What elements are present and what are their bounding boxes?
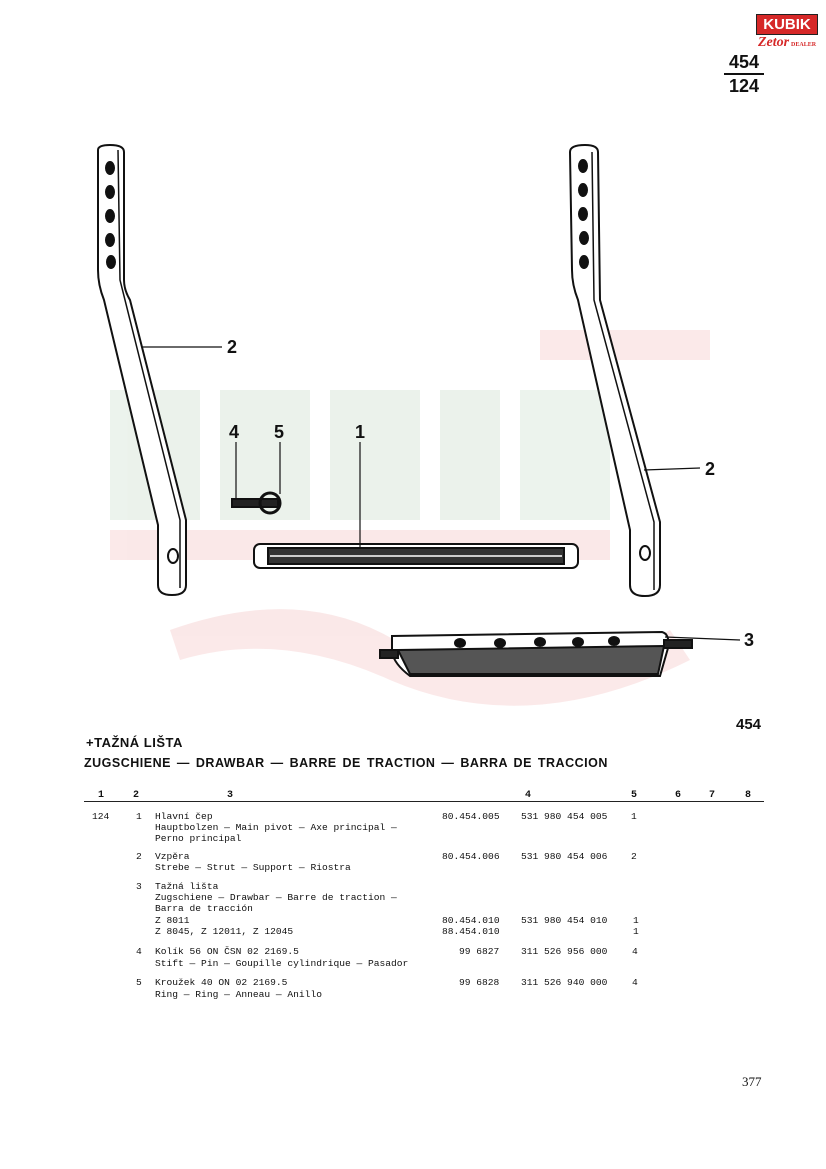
col-header-1: 1: [98, 790, 105, 801]
row4-pos: 4: [136, 946, 142, 957]
row4-part: 99 6827: [459, 946, 500, 957]
row3-desc-2: Zugschiene — Drawbar — Barre de traction —: [155, 892, 397, 903]
row2-code: 531 980 454 006: [521, 851, 608, 862]
row5-desc-2: Ring — Ring — Anneau — Anillo: [155, 989, 322, 1000]
title-multilingual: ZUGSCHIENE — DRAWBAR — BARRE DE TRACTION — BARRA DE TRACCION: [84, 756, 608, 770]
row5-desc-1: Kroužek 40 ON 02 2169.5: [155, 977, 288, 988]
row4-desc-1: Kolík 56 ON ČSN 02 2169.5: [155, 946, 299, 957]
row4-qty: 4: [632, 946, 638, 957]
header-rule: [84, 801, 764, 802]
row1-desc-1: Hlavní čep: [155, 811, 213, 822]
row3-part-2: 88.454.010: [442, 926, 500, 937]
row4-desc-2: Stift — Pin — Goupille cylindrique — Pasador: [155, 958, 409, 969]
row3-desc-5: Z 8045, Z 12011, Z 12045: [155, 926, 294, 937]
section-number: 454: [736, 716, 762, 733]
row1-col1: 124: [92, 811, 110, 822]
callout-4: 4: [229, 422, 240, 442]
row5-pos: 5: [136, 977, 142, 988]
row5-qty: 4: [632, 977, 638, 988]
page-number: 377: [742, 1074, 762, 1089]
row2-qty: 2: [631, 851, 637, 862]
row3-qty-1: 1: [633, 915, 639, 926]
row2-desc-2: Strebe — Strut — Support — Riostra: [155, 862, 351, 873]
drawbar: [380, 632, 692, 676]
row2-part: 80.454.006: [442, 851, 500, 862]
left-strut: [98, 145, 186, 595]
col-header-7: 7: [709, 790, 716, 801]
row3-desc-1: Tažná lišta: [155, 881, 219, 892]
right-strut: [570, 145, 660, 596]
row3-code: 531 980 454 010: [521, 915, 608, 926]
row3-desc-4: Z 8011: [155, 915, 190, 926]
row1-qty: 1: [631, 811, 637, 822]
logo-zetor-text: Zetor DEALER: [757, 35, 817, 50]
main-pivot: [254, 544, 578, 568]
col-header-3: 3: [227, 790, 234, 801]
callout-3: 3: [744, 630, 755, 650]
callout-1: 1: [355, 422, 366, 442]
pin-and-ring: [232, 493, 280, 513]
col-header-8: 8: [745, 790, 752, 801]
col-header-4: 4: [525, 790, 532, 801]
row3-desc-3: Barra de tracción: [155, 903, 253, 914]
row4-code: 311 526 956 000: [521, 946, 608, 957]
title-czech: +TAŽNÁ LIŠTA: [86, 735, 183, 750]
row1-code: 531 980 454 005: [521, 811, 608, 822]
callout-2-left: 2: [227, 337, 238, 357]
row3-part-1: 80.454.010: [442, 915, 500, 926]
row1-desc-3: Perno principal: [155, 833, 242, 844]
row1-desc-2: Hauptbolzen — Main pivot — Axe principal —: [155, 822, 397, 833]
row3-qty-2: 1: [633, 926, 639, 937]
logo-kubik-text: KUBIK: [756, 14, 818, 35]
page-code-bottom: 124: [728, 76, 760, 96]
col-header-6: 6: [675, 790, 682, 801]
row5-part: 99 6828: [459, 977, 500, 988]
col-header-5: 5: [631, 790, 638, 801]
row5-code: 311 526 940 000: [521, 977, 608, 988]
row1-pos: 1: [136, 811, 142, 822]
callout-5: 5: [274, 422, 285, 442]
leader-2-right: [644, 468, 700, 470]
row2-pos: 2: [136, 851, 142, 862]
row1-part: 80.454.005: [442, 811, 500, 822]
row2-desc-1: Vzpěra: [155, 851, 190, 862]
page-code-top: 454: [728, 52, 760, 72]
callout-2-right: 2: [705, 459, 716, 479]
col-header-2: 2: [133, 790, 140, 801]
row3-pos: 3: [136, 881, 142, 892]
